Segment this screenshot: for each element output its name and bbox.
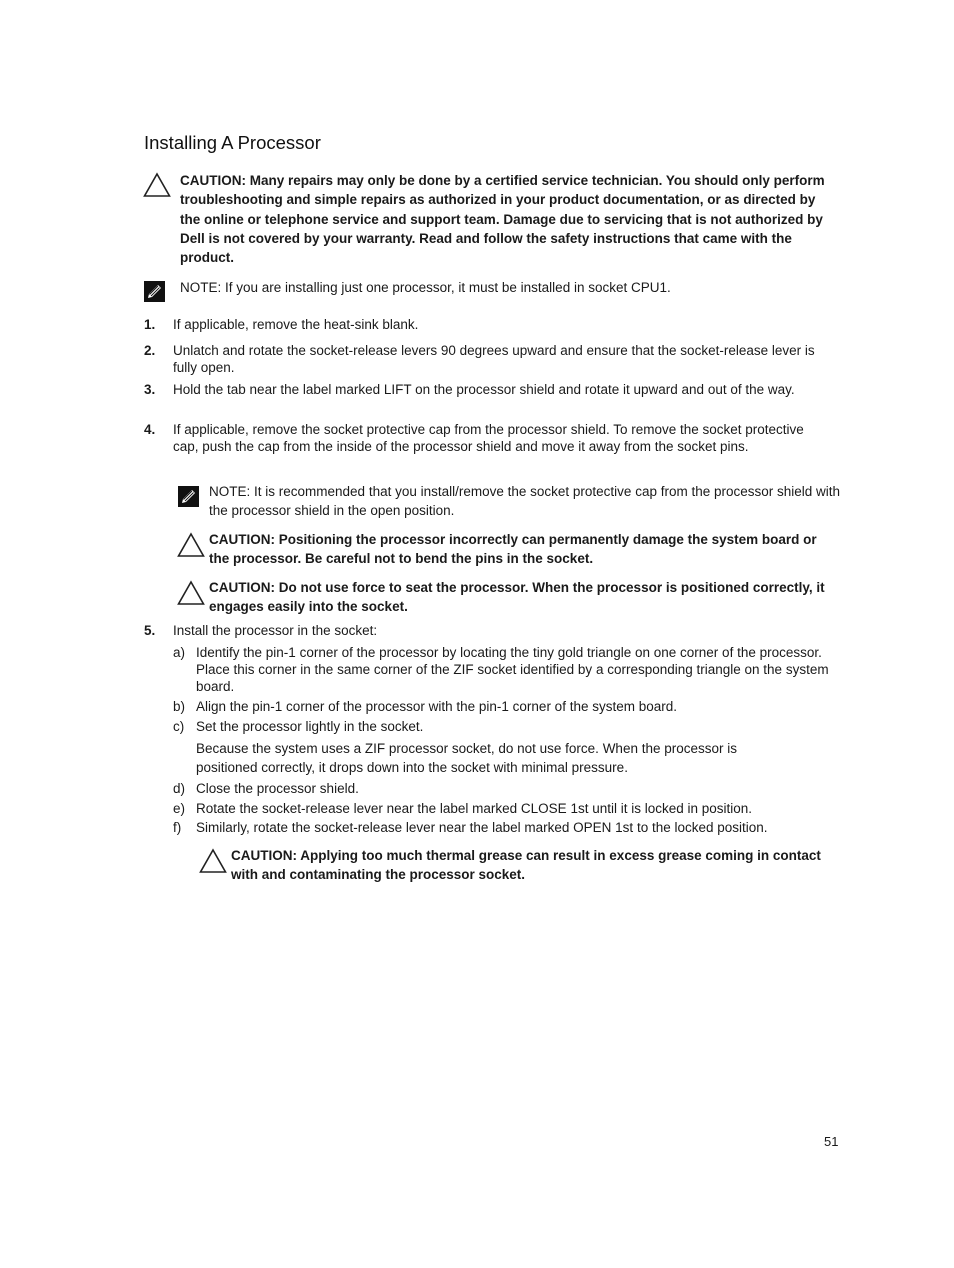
- caution-final-text: CAUTION: Applying too much thermal grease can result in excess grease coming in contact with and contaminating the processor socket.: [231, 848, 821, 883]
- caution-triangle-icon: [143, 172, 171, 198]
- caution-main: [143, 171, 843, 271]
- step4-caution-2-text: CAUTION: Do not use force to seat the processor. When the processor is positioned correctly, it engages easily into the socket.: [209, 580, 825, 615]
- step-number: 4.: [144, 422, 156, 437]
- step-number: 3.: [144, 382, 156, 397]
- note-pencil-icon: [144, 281, 165, 302]
- step-text: If applicable, remove the heat-sink blank.: [173, 317, 419, 332]
- substep-letter: e): [173, 801, 186, 816]
- caution-main-text: CAUTION: Many repairs may only be done by a certified service technician. You should only perform troubleshooting and simple repairs as authorized in your product documentation, or as directed by the online or telephone service and support team. Damage due to servicing that is not authorized by Dell is not covered by your warranty. Read and follow the safety instructions that came with the product.: [180, 173, 825, 266]
- note-pencil-icon: [178, 486, 199, 507]
- page-number: 51: [824, 1134, 839, 1149]
- step-text: Install the processor in the socket:: [173, 623, 378, 638]
- note-body: It is recommended that you install/remove the socket protective cap from the processor shield with the processor shield in the open position.: [209, 484, 841, 519]
- caution-triangle-icon: [199, 848, 227, 874]
- substep-letter: a): [173, 645, 186, 660]
- substep-text: Rotate the socket-release lever near the label marked CLOSE 1st until it is locked in position.: [196, 801, 753, 816]
- substep-text: Identify the pin-1 corner of the processor by locating the tiny gold triangle on one corner of the processor. Place this corner in the same corner of the ZIF socket identified by a corresponding triangle on the system board.: [196, 645, 829, 694]
- substep-text: Similarly, rotate the socket-release lever near the label marked OPEN 1st to the locked position.: [196, 820, 768, 835]
- substep-letter: d): [173, 781, 186, 796]
- step-number: 1.: [144, 317, 156, 332]
- substep-text: Set the processor lightly in the socket.: [196, 719, 424, 734]
- step-text: Hold the tab near the label marked LIFT on the processor shield and rotate it upward and out of the way.: [173, 382, 795, 397]
- note-main: [144, 278, 844, 304]
- step4-caution-2: [177, 578, 842, 618]
- substep-letter: c): [173, 719, 185, 734]
- step-number: 5.: [144, 623, 156, 638]
- substep-text: Align the pin-1 corner of the processor with the pin-1 corner of the system board.: [196, 699, 677, 714]
- step4-note: [178, 482, 843, 522]
- substep-letter: b): [173, 699, 186, 714]
- substep-text: Close the processor shield.: [196, 781, 359, 796]
- note-label: NOTE:: [209, 484, 251, 499]
- page-title: Installing A Processor: [144, 132, 321, 153]
- step-text: Unlatch and rotate the socket-release levers 90 degrees upward and ensure that the socket-release lever is fully open.: [173, 343, 815, 375]
- note-body: If you are installing just one processor, it must be installed in socket CPU1.: [221, 280, 671, 295]
- note-main-text: [180, 278, 840, 297]
- caution-final: [199, 846, 839, 886]
- substep-c-paragraph: Because the system uses a ZIF processor socket, do not use force. When the processor is positioned correctly, it drops down into the socket with minimal pressure.: [196, 741, 737, 775]
- step4-note-text: [209, 482, 843, 521]
- caution-triangle-icon: [177, 532, 205, 558]
- substep-letter: f): [173, 820, 182, 835]
- step4-caution-1: [177, 530, 842, 570]
- caution-triangle-icon: [177, 580, 205, 606]
- step-text: If applicable, remove the socket protective cap from the processor shield. To remove the socket protective cap, push the cap from the inside of the processor shield and move it away from the socket pins.: [173, 422, 804, 454]
- step-number: 2.: [144, 343, 156, 358]
- note-label: NOTE:: [180, 280, 222, 295]
- step4-caution-1-text: CAUTION: Positioning the processor incorrectly can permanently damage the system board or the processor. Be careful not to bend the pins in the socket.: [209, 532, 817, 567]
